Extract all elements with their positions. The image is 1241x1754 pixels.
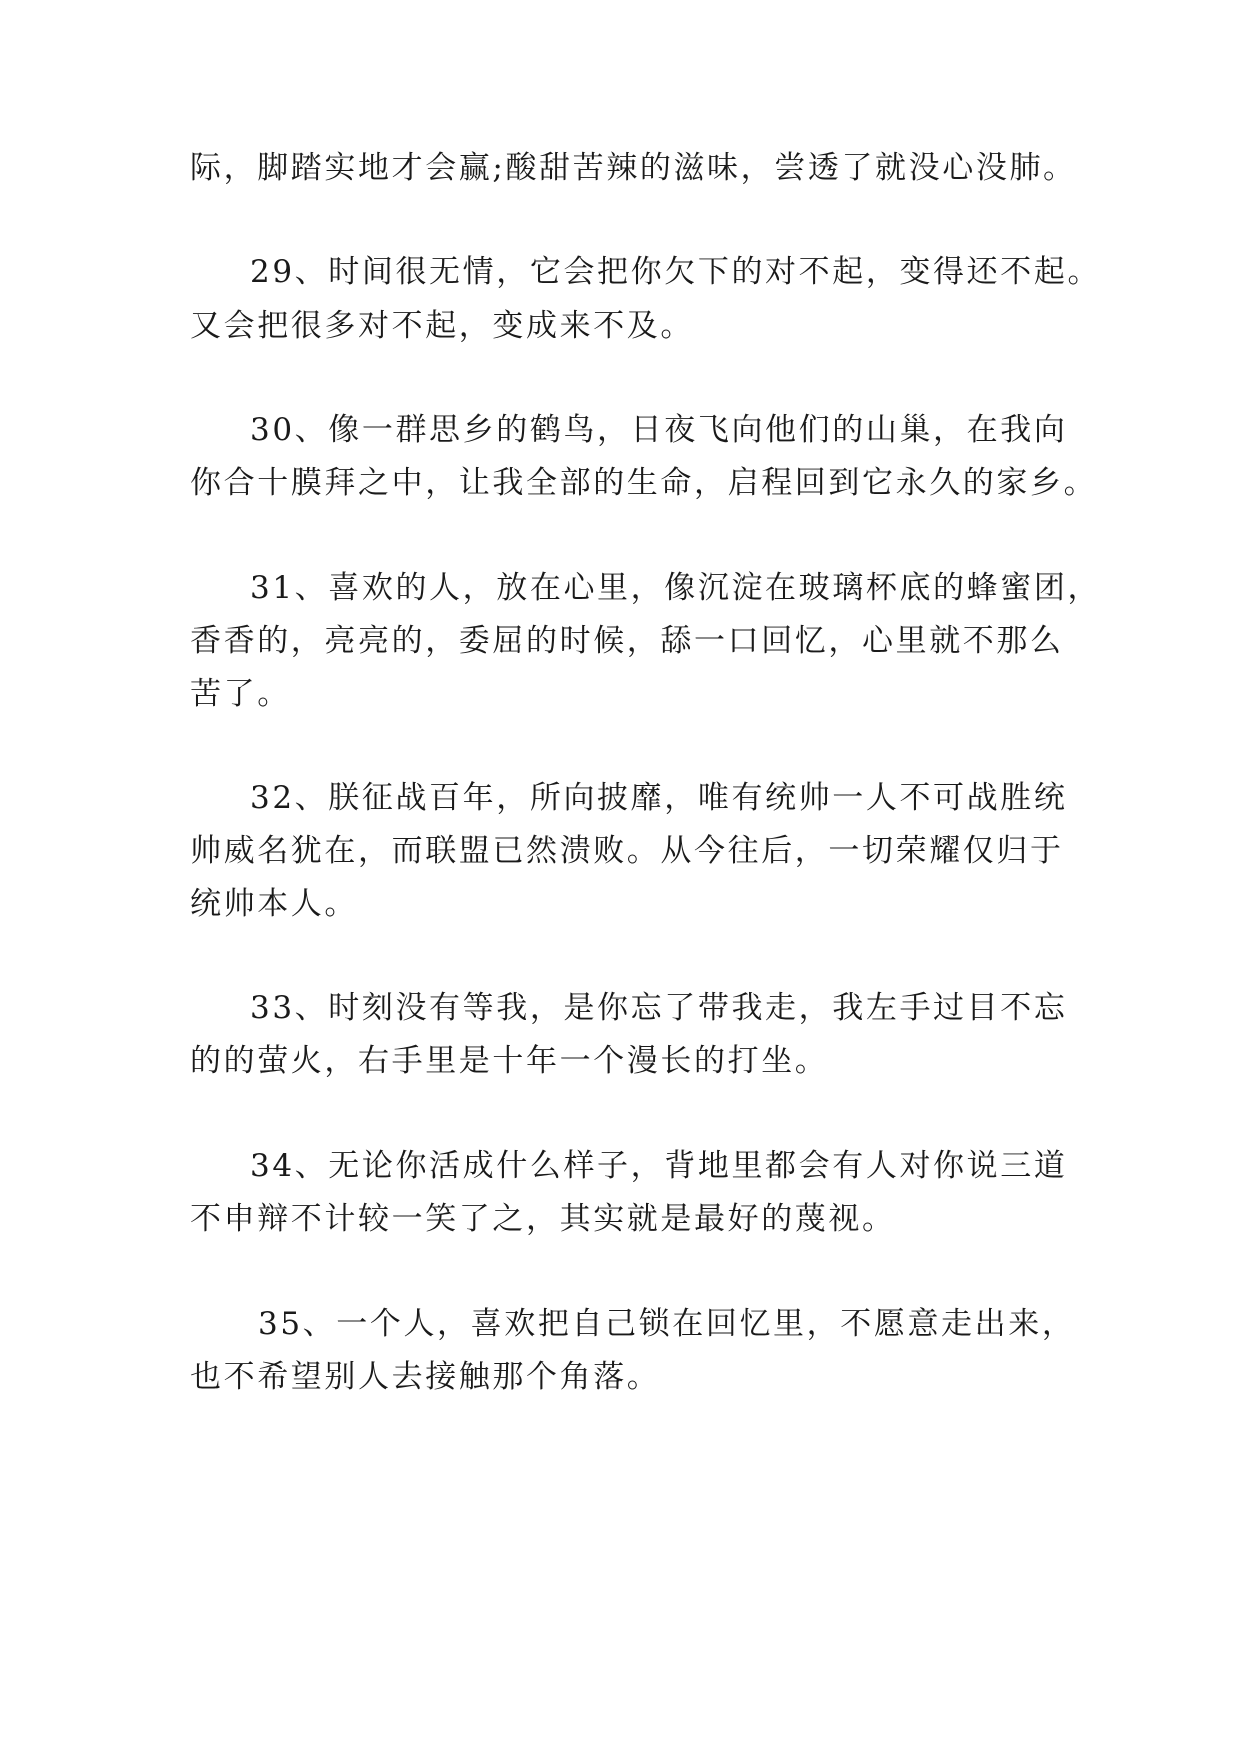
- text-line: 29、时间很无情，它会把你欠下的对不起，变得还不起。: [250, 254, 1102, 290]
- text-line: 也不希望别人去接触那个角落。: [190, 1359, 661, 1395]
- text-line: 35、一个人，喜欢把自己锁在回忆里，不愿意走出来，: [258, 1306, 1076, 1342]
- text-line: 际，脚踏实地才会赢;酸甜苦辣的滋味，尝透了就没心没肺。: [190, 150, 1077, 186]
- text-line: 不申辩不计较一笑了之，其实就是最好的蔑视。: [190, 1201, 896, 1237]
- text-line: 苦了。: [190, 676, 291, 712]
- text-line: 香香的，亮亮的，委屈的时候，舔一口回忆，心里就不那么: [190, 623, 1064, 659]
- text-line: 32、朕征战百年，所向披靡，唯有统帅一人不可战胜统: [250, 780, 1068, 816]
- text-line: 统帅本人。: [190, 886, 358, 922]
- text-line: 你合十膜拜之中，让我全部的生命，启程回到它永久的家乡。: [190, 465, 1098, 501]
- text-line: 30、像一群思乡的鹤鸟，日夜飞向他们的山巢，在我向: [250, 412, 1068, 448]
- text-line: 33、时刻没有等我，是你忘了带我走，我左手过目不忘: [250, 990, 1068, 1026]
- text-line: 31、喜欢的人，放在心里，像沉淀在玻璃杯底的蜂蜜团，: [250, 570, 1102, 606]
- text-line: 帅威名犹在，而联盟已然溃败。从今往后，一切荣耀仅归于: [190, 833, 1064, 869]
- text-line: 的的萤火，右手里是十年一个漫长的打坐。: [190, 1043, 829, 1079]
- text-line: 34、无论你活成什么样子，背地里都会有人对你说三道: [250, 1148, 1068, 1184]
- text-line: 又会把很多对不起，变成来不及。: [190, 308, 694, 344]
